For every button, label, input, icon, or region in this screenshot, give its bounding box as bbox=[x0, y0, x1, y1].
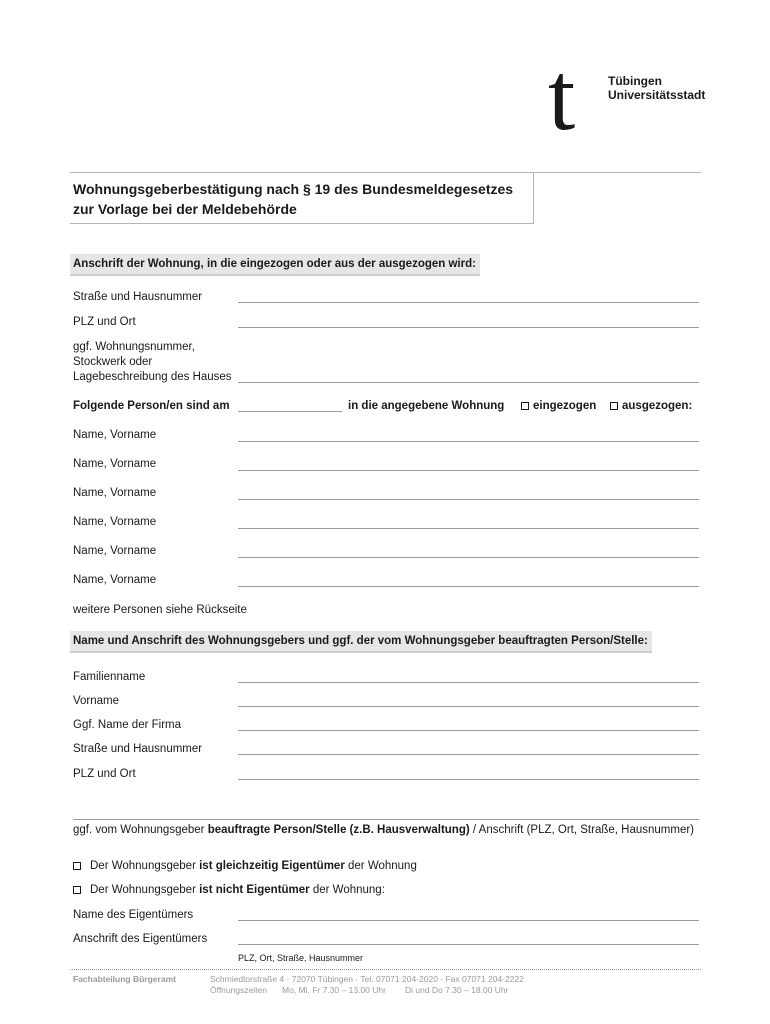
input-name-3[interactable] bbox=[238, 499, 699, 500]
owner-opt2-bold: ist nicht Eigentümer bbox=[199, 884, 310, 896]
checkbox-is-owner[interactable] bbox=[73, 859, 417, 874]
agent-caption bbox=[73, 823, 694, 838]
label-landlord-zip: PLZ und Ort bbox=[73, 768, 136, 780]
label-name-2: Name, Vorname bbox=[73, 458, 157, 470]
label-apartment-line1: ggf. Wohnungsnummer, bbox=[73, 341, 195, 353]
logo-text-line1: Tübingen bbox=[608, 74, 662, 88]
section-header-landlord: Name und Anschrift des Wohnungsgebers und ggf. der vom Wohnungsgeber beauftragten Person/Stelle: bbox=[70, 631, 652, 653]
checkbox-moved-out[interactable] bbox=[610, 399, 692, 414]
label-company: Ggf. Name der Firma bbox=[73, 719, 181, 731]
owner-opt1-post: der Wohnung bbox=[344, 860, 417, 872]
owner-opt1-pre: Der Wohnungsgeber bbox=[90, 860, 200, 872]
moved-in-label: eingezogen bbox=[533, 400, 597, 412]
logo-text-line2: Universitätsstadt bbox=[608, 88, 706, 102]
input-zip-city[interactable] bbox=[238, 327, 699, 328]
more-persons-note: weitere Personen siehe Rückseite bbox=[73, 604, 247, 616]
input-apartment[interactable] bbox=[238, 382, 699, 383]
input-firstname[interactable] bbox=[238, 706, 699, 707]
checkbox-box[interactable] bbox=[73, 862, 81, 870]
input-owner-address[interactable] bbox=[238, 944, 699, 945]
section-header-address: Anschrift der Wohnung, in die eingezogen oder aus der ausgezogen wird: bbox=[70, 254, 480, 276]
input-name-1[interactable] bbox=[238, 441, 699, 442]
footer-hours-b: Di und Do 7.30 – 18.00 Uhr bbox=[405, 985, 509, 995]
input-agent[interactable] bbox=[73, 819, 699, 820]
input-owner-name[interactable] bbox=[238, 920, 699, 921]
input-landlord-street[interactable] bbox=[238, 754, 699, 755]
agent-bold: beauftragte Person/Stelle (z.B. Hausverwaltung) bbox=[207, 824, 470, 836]
persons-intro: Folgende Person/en sind am bbox=[73, 400, 230, 412]
input-name-4[interactable] bbox=[238, 528, 699, 529]
input-name-6[interactable] bbox=[238, 586, 699, 587]
checkbox-not-owner[interactable] bbox=[73, 883, 385, 898]
footer-department: Fachabteilung Bürgeramt bbox=[73, 974, 176, 984]
footer-address: Schmiedtorstraße 4 · 72070 Tübingen · Tel. 07071 204-2020 · Fax 07071 204-2222 bbox=[210, 974, 524, 984]
checkbox-box[interactable] bbox=[610, 402, 618, 410]
label-surname: Familienname bbox=[73, 671, 146, 683]
label-owner-address: Anschrift des Eigentümers bbox=[73, 933, 208, 945]
checkbox-box[interactable] bbox=[73, 886, 81, 894]
label-apartment-line3: Lagebeschreibung des Hauses bbox=[73, 371, 232, 383]
city-logo bbox=[548, 43, 708, 151]
page-title-line1: Wohnungsgeberbestätigung nach § 19 des Bundesmeldegesetzes bbox=[73, 181, 514, 197]
label-street: Straße und Hausnummer bbox=[73, 291, 203, 303]
agent-pre: ggf. vom Wohnungsgeber bbox=[73, 824, 208, 836]
input-landlord-zip[interactable] bbox=[238, 779, 699, 780]
owner-opt2-post: der Wohnung: bbox=[309, 884, 385, 896]
label-firstname: Vorname bbox=[73, 695, 120, 707]
label-name-5: Name, Vorname bbox=[73, 545, 157, 557]
label-name-4: Name, Vorname bbox=[73, 516, 157, 528]
label-landlord-street: Straße und Hausnummer bbox=[73, 743, 203, 755]
persons-mid: in die angegebene Wohnung bbox=[348, 400, 505, 412]
input-street[interactable] bbox=[238, 302, 699, 303]
footer-hours-label: Öffnungszeiten bbox=[210, 985, 268, 995]
input-name-2[interactable] bbox=[238, 470, 699, 471]
label-name-1: Name, Vorname bbox=[73, 429, 157, 441]
input-name-5[interactable] bbox=[238, 557, 699, 558]
input-surname[interactable] bbox=[238, 682, 699, 683]
logo-glyph: t bbox=[548, 43, 576, 151]
owner-opt2-pre: Der Wohnungsgeber bbox=[90, 884, 200, 896]
footer-hours-a: Mo, Mi, Fr 7.30 – 13.00 Uhr bbox=[282, 985, 386, 995]
input-company[interactable] bbox=[238, 730, 699, 731]
label-apartment-line2: Stockwerk oder bbox=[73, 356, 153, 368]
footer-rule bbox=[70, 969, 701, 970]
label-zip-city: PLZ und Ort bbox=[73, 316, 136, 328]
input-move-date[interactable] bbox=[238, 411, 342, 412]
owner-address-hint: PLZ, Ort, Straße, Hausnummer bbox=[238, 953, 364, 963]
label-owner-name: Name des Eigentümers bbox=[73, 909, 194, 921]
moved-out-label: ausgezogen: bbox=[622, 400, 693, 412]
label-name-3: Name, Vorname bbox=[73, 487, 157, 499]
checkbox-box[interactable] bbox=[521, 402, 529, 410]
checkbox-moved-in[interactable] bbox=[521, 399, 596, 414]
page-title-line2: zur Vorlage bei der Meldebehörde bbox=[73, 201, 297, 217]
owner-opt1-bold: ist gleichzeitig Eigentümer bbox=[199, 860, 345, 872]
label-name-6: Name, Vorname bbox=[73, 574, 157, 586]
agent-post: / Anschrift (PLZ, Ort, Straße, Hausnummer) bbox=[469, 824, 695, 836]
